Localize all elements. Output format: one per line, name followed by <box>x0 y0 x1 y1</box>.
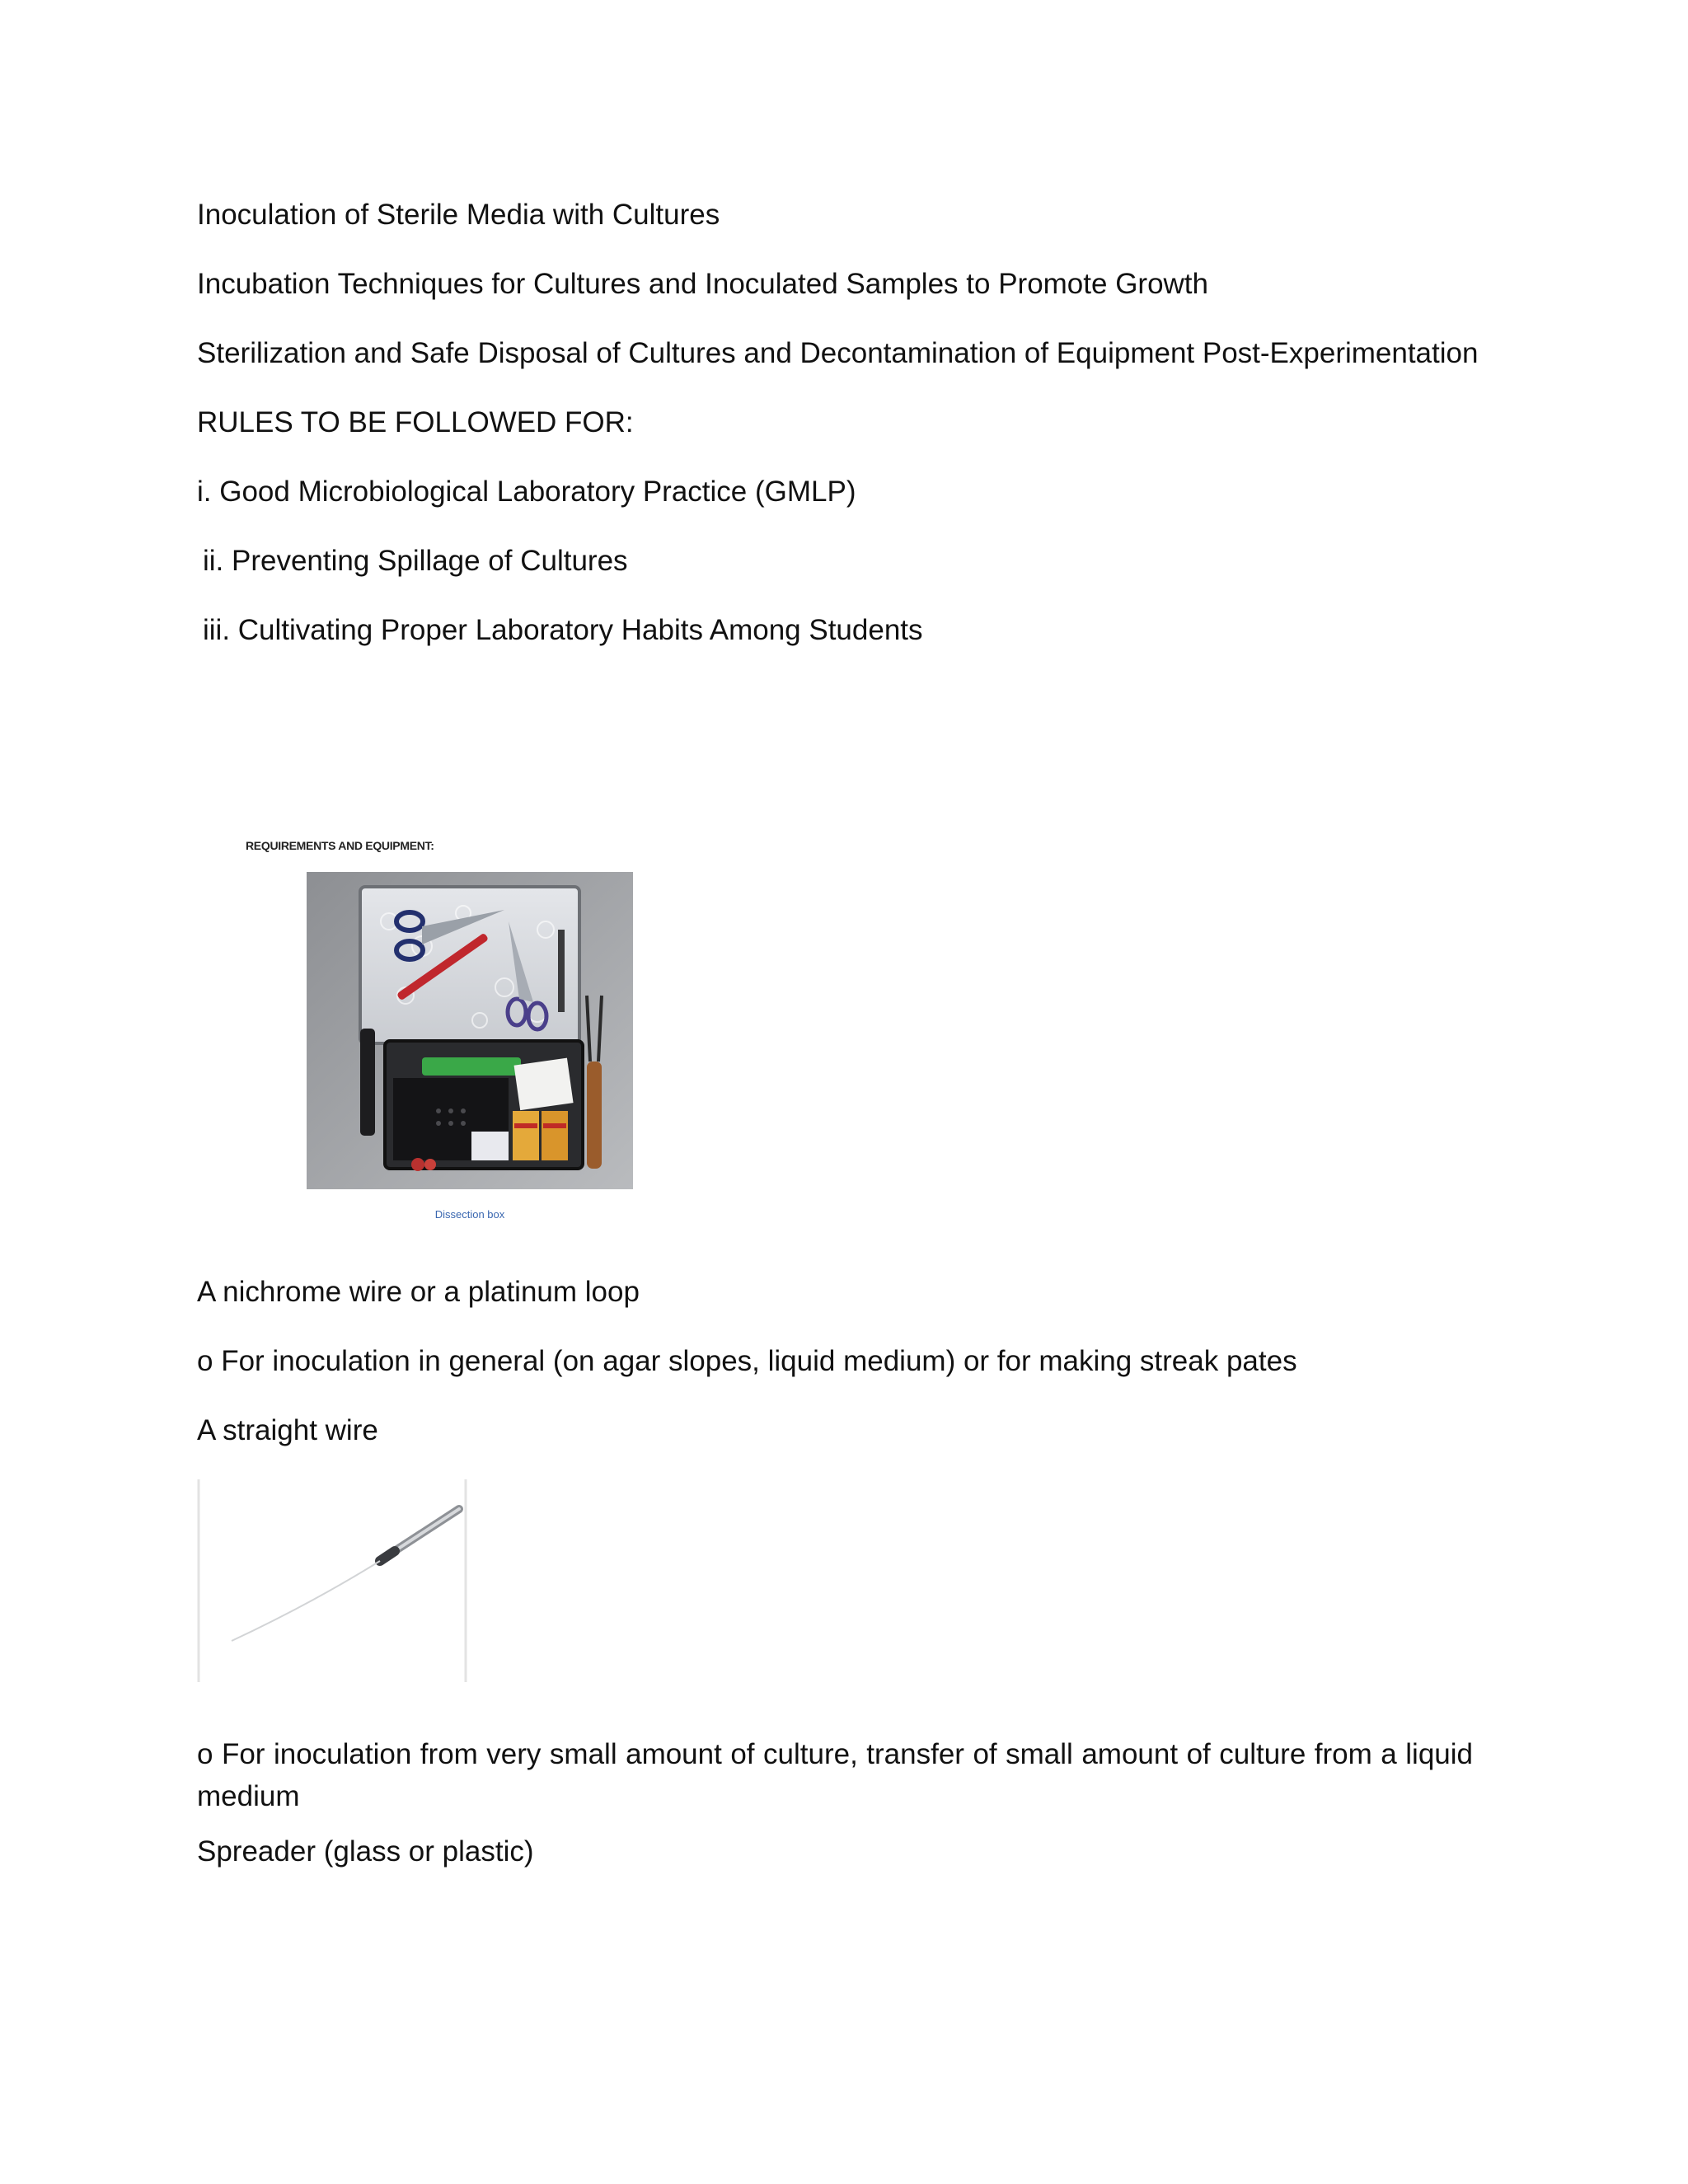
line-wire-title: A straight wire <box>197 1414 378 1446</box>
line-inoculation: Inoculation of Sterile Media with Cultures <box>197 199 720 231</box>
line-loop-title: A nichrome wire or a platinum loop <box>197 1276 640 1308</box>
line-rule-iii: iii. Cultivating Proper Laboratory Habits Among Students <box>203 614 923 646</box>
line-sterilization: Sterilization and Safe Disposal of Cultures and Decontamination of Equipment Post-Experimentation <box>197 337 1479 369</box>
figure-heading: REQUIREMENTS AND EQUIPMENT: <box>246 839 434 852</box>
straight-wire-image <box>197 1479 467 1682</box>
line-loop-use: o For inoculation in general (on agar slopes, liquid medium) or for making streak pates <box>197 1345 1297 1377</box>
dissection-box-image <box>307 872 633 1189</box>
line-spreader-title: Spreader (glass or plastic) <box>197 1835 534 1868</box>
figure-caption: Dissection box <box>434 1208 505 1221</box>
line-rule-ii: ii. Preventing Spillage of Cultures <box>203 545 628 577</box>
line-incubation: Incubation Techniques for Cultures and Inoculated Samples to Promote Growth <box>197 268 1208 300</box>
line-rules-heading: RULES TO BE FOLLOWED FOR: <box>197 406 634 438</box>
line-rule-i: i. Good Microbiological Laboratory Practice (GMLP) <box>197 476 856 508</box>
paragraph-wire-use: o For inoculation from very small amount of culture, transfer of small amount of culture from a liquid medium <box>197 1738 1473 1812</box>
